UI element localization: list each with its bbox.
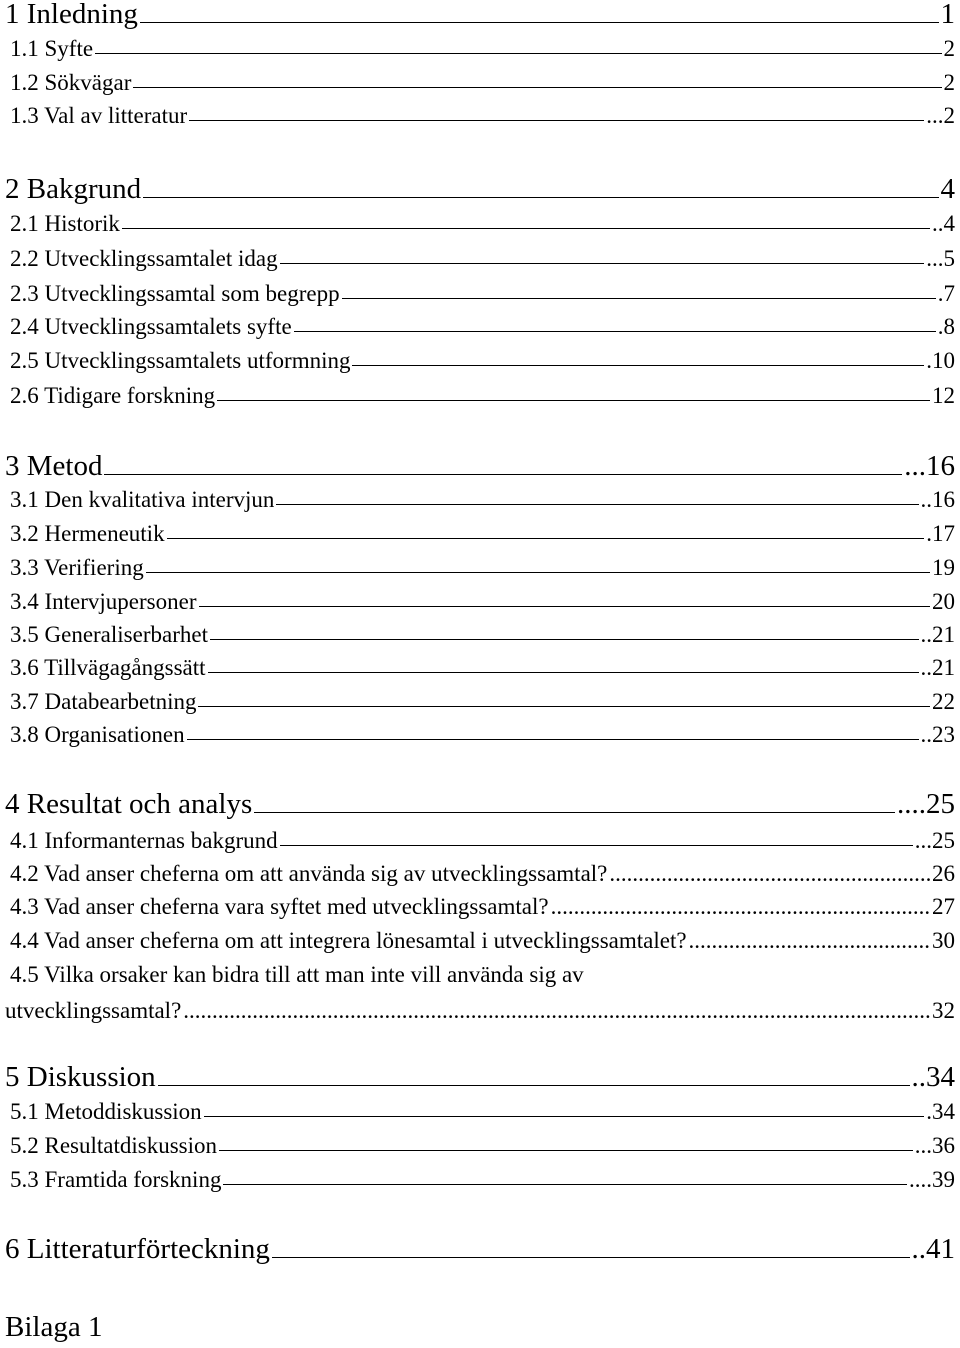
dot-leader [551,895,930,918]
leader-line [198,705,930,707]
page-number: 21 [932,622,955,647]
page-number: 25 [932,828,955,853]
toc-entry-title: 3.1 Den kvalitativa intervjun [10,487,275,512]
toc-entry-page [932,590,955,613]
toc-entry[interactable] [10,690,955,713]
leader-line [140,21,939,23]
toc-entry-page [938,315,955,338]
page-number: 2 [943,103,955,128]
leader-line [158,1084,910,1086]
leader-dots: ... [914,1133,932,1158]
page-number: 19 [932,555,955,580]
page-number: 17 [932,521,955,546]
toc-entry-page [921,488,956,511]
toc-entry-title: 4.5 Vilka orsaker kan bidra till att man inte vill använda sig av [10,962,584,987]
leader-line [272,1256,910,1258]
leader-line [199,605,931,607]
page-number: 16 [926,450,955,482]
leader-dots: ... [926,103,944,128]
leader-line [204,1115,925,1117]
toc-entry[interactable] [5,1313,955,1342]
page-number: 5 [943,246,955,271]
leader-line [280,262,925,264]
leader-line [133,86,941,88]
leader-dots: ... [926,246,944,271]
leader-line [167,537,925,539]
page-number: 10 [932,348,955,373]
toc-entry[interactable] [10,247,955,270]
toc-entry-continuation[interactable] [5,999,955,1022]
toc-entry-title: 2.5 Utvecklingssamtalets utformning [10,348,351,373]
page-number: 27 [932,894,955,919]
leader-line [189,119,924,121]
toc-entry[interactable] [10,895,955,918]
leader-line [146,571,930,573]
toc-entry-title: 6 Litteraturförteckning [5,1233,270,1265]
leader-line [104,473,902,475]
toc-entry-title: 1.1 Syfte [10,36,94,61]
toc-entry[interactable] [10,723,955,746]
toc-entry-page [926,349,955,372]
leader-dots: . [937,281,944,306]
toc-entry[interactable] [5,790,955,819]
leader-line [342,297,936,299]
leader-line [294,330,936,332]
toc-entry-page [932,556,955,579]
toc-entry-page [921,723,956,746]
leader-dots: .... [909,1167,932,1192]
toc-entry-page [921,656,956,679]
leader-line [217,399,930,401]
leader-line [208,671,919,673]
toc-entry-title: 5.1 Metoddiskussion [10,1099,202,1124]
page-number: 4 [940,173,955,205]
toc-entry-page [944,37,956,60]
toc-entry[interactable] [10,104,955,127]
toc-entry[interactable] [10,522,955,545]
toc-entry[interactable] [10,37,955,60]
toc-entry-page [926,247,955,270]
toc-entry-page [941,0,956,29]
page-number: 22 [932,689,955,714]
toc-entry[interactable] [10,1100,955,1123]
toc-entry-page [932,862,955,885]
toc-entry-page [921,623,956,646]
toc-entry-page [912,1235,956,1264]
leader-dots: . [926,521,932,546]
toc-entry-page [932,929,955,952]
page-number: 23 [932,722,955,747]
toc-entry-title: 2.1 Historik [10,211,120,236]
leader-dots: . [926,1099,932,1124]
toc-entry-title: 2.3 Utvecklingssamtal som begrepp [10,281,340,306]
toc-entry[interactable] [5,1063,955,1092]
leader-line [210,638,919,640]
toc-entry-title: 1.3 Val av litteratur [10,103,188,128]
toc-entry-page: 32 [932,998,955,1023]
toc-entry-title: 4 Resultat och analys [5,788,253,820]
dot-leader [689,929,930,952]
dot-leader [183,999,930,1022]
leader-dots: .. [920,722,932,747]
page-number: 25 [926,788,955,820]
toc-entry-title: 5 Diskussion [5,1061,156,1093]
page-number: 12 [932,383,955,408]
toc-entry[interactable] [5,175,955,204]
page-number: 26 [932,861,955,886]
toc-entry-title: 2.2 Utvecklingssamtalet idag [10,246,278,271]
leader-line [219,1149,913,1151]
toc-entry[interactable] [10,623,955,646]
toc-entry-title: 2.4 Utvecklingssamtalets syfte [10,314,292,339]
toc-entry-title: 1.2 Sökvägar [10,70,132,95]
toc-entry-title: 2.6 Tidigare forskning [10,383,216,408]
leader-dots: ... [904,450,926,482]
page-number: 20 [932,589,955,614]
toc-entry[interactable] [10,556,955,579]
toc-entry[interactable] [5,452,955,481]
toc-entry[interactable] [10,349,955,372]
toc-entry[interactable] [10,71,955,94]
leader-line [95,52,941,54]
toc-entry-title: 5.2 Resultatdiskussion [10,1133,218,1158]
toc-entry-title: 4.3 Vad anser cheferna vara syftet med utvecklingssamtal? [10,894,549,919]
toc-entry-page [926,522,955,545]
page-number: 39 [932,1167,955,1192]
leader-line [254,811,895,813]
toc-entry[interactable] [10,315,955,338]
page-number: 34 [932,1099,955,1124]
toc-entry-title: 3.5 Generaliserbarhet [10,622,208,647]
toc-entry[interactable] [10,862,955,885]
page-number: 16 [932,487,955,512]
toc-entry-page [944,71,956,94]
toc-entry[interactable] [10,929,955,952]
leader-dots: .. [911,1061,926,1093]
toc-entry-title: 3 Metod [5,450,103,482]
leader-dots: .. [920,655,932,680]
toc-entry-title: 3.3 Verifiering [10,555,144,580]
toc-entry[interactable] [5,1235,955,1264]
toc-entry[interactable] [10,1134,955,1157]
leader-line [352,364,924,366]
toc-entry[interactable] [5,0,955,29]
toc-entry-page [932,895,955,918]
leader-line [187,738,919,740]
page-number: 21 [932,655,955,680]
page-number: 8 [943,314,955,339]
toc-entry-title: 3.2 Hermeneutik [10,521,165,546]
toc-entry-title: 3.4 Intervjupersoner [10,589,197,614]
dot-leader [609,862,930,885]
leader-dots: . [937,314,944,339]
toc-entry-page [926,1100,955,1123]
toc-entry[interactable] [10,656,955,679]
toc-entry-title: 5.3 Framtida forskning [10,1167,222,1192]
page-number: 4 [943,211,955,236]
leader-line [122,227,930,229]
page-number: 41 [926,1233,955,1265]
leader-line [223,1183,907,1185]
toc-entry-page [904,452,955,481]
toc-entry[interactable] [10,488,955,511]
toc-entry-title-continuation: utvecklingssamtal? [5,998,182,1023]
toc-entry-title: 4.4 Vad anser cheferna om att integrera lönesamtal i utvecklingssamtalet? [10,928,687,953]
toc-entry-page [926,104,955,127]
page-number: 1 [940,0,955,30]
toc-entry[interactable] [10,282,955,305]
toc-entry[interactable] [10,384,955,407]
toc-entry[interactable] [10,590,955,613]
leader-dots: .... [897,788,926,820]
leader-dots: .. [911,1233,926,1265]
toc-entry-title: 4.1 Informanternas bakgrund [10,828,278,853]
leader-dots: . [926,348,932,373]
leader-line [143,196,938,198]
toc-entry-page [938,282,955,305]
toc-entry-title: 4.2 Vad anser cheferna om att använda sig av utvecklingssamtal? [10,861,608,886]
leader-dots: .. [932,211,944,236]
toc-entry-title: 2 Bakgrund [5,173,142,205]
toc-entry[interactable] [10,1168,955,1191]
toc-entry-page [932,212,955,235]
toc-entry-page [915,1134,955,1157]
leader-dots: ... [914,828,932,853]
toc-entry[interactable] [10,963,584,986]
toc-entry-page [897,790,955,819]
toc-entry-page [932,690,955,713]
page-number: 34 [926,1061,955,1093]
page-number: 7 [943,281,955,306]
toc-entry-title: 3.7 Databearbetning [10,689,197,714]
leader-line [276,503,918,505]
toc-entry-page [932,384,955,407]
page-number: 30 [932,928,955,953]
page-number: 2 [943,70,955,95]
page-number: 2 [943,36,955,61]
leader-dots: .. [920,487,932,512]
leader-line [280,844,913,846]
toc-entry[interactable] [10,829,955,852]
toc-entry[interactable] [10,212,955,235]
toc-entry-title: 3.8 Organisationen [10,722,185,747]
toc-entry-page [915,829,955,852]
toc-entry-title: 1 Inledning [5,0,138,30]
toc-entry-page [909,1168,955,1191]
page-number: 36 [932,1133,955,1158]
toc-entry-title: Bilaga 1 [5,1311,103,1343]
leader-dots: .. [920,622,932,647]
toc-entry-title: 3.6 Tillvägagångssätt [10,655,206,680]
toc-entry-page [912,1063,956,1092]
toc-entry-page [941,175,956,204]
